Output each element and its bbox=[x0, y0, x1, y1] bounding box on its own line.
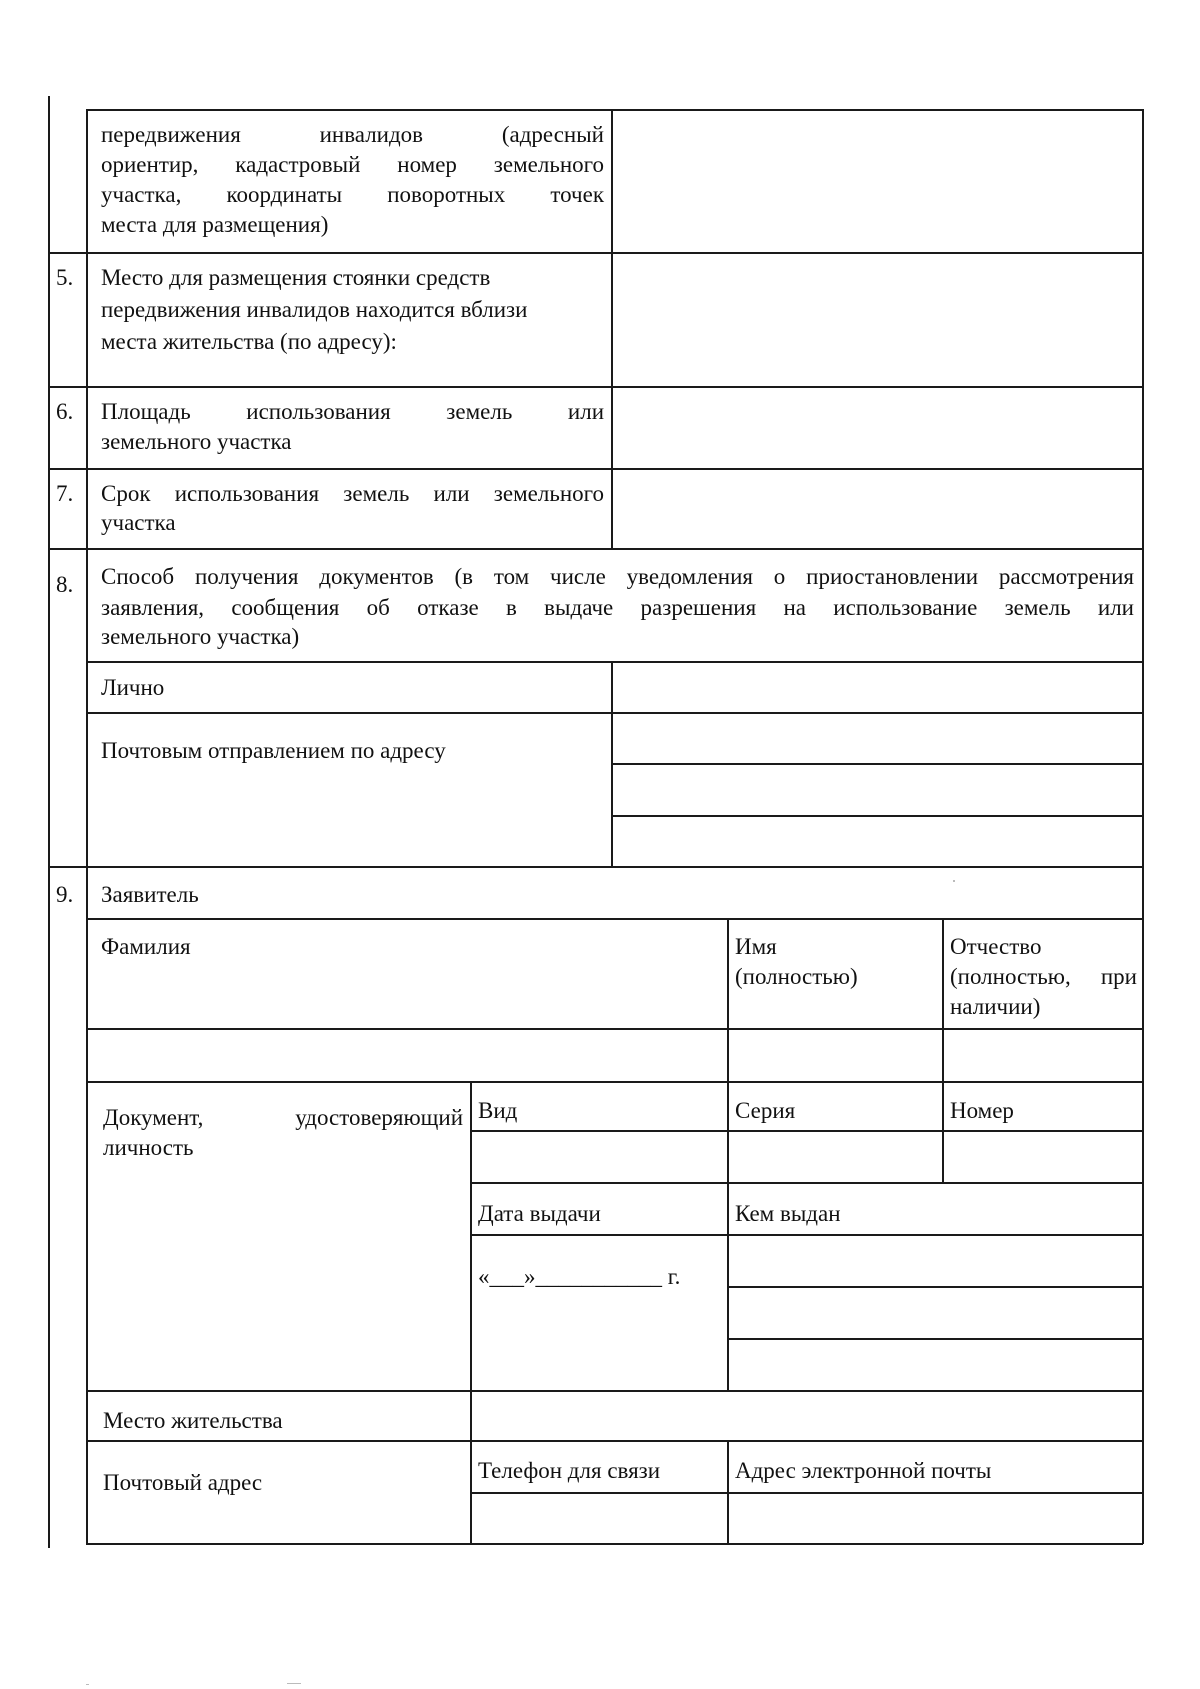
number-column-border bbox=[86, 110, 88, 1544]
residence-bottom bbox=[86, 1440, 1143, 1442]
table-bottom-border bbox=[86, 1543, 1143, 1545]
r4-text-line-2: ориентир, кадастровый номер земельного bbox=[101, 152, 604, 177]
patronymic-column-border bbox=[942, 918, 944, 1182]
left-margin-line bbox=[48, 96, 50, 1548]
r4-text-line-3: участка, координаты поворотных точек bbox=[101, 182, 604, 207]
r4-text-line-1: передвижения инвалидов (адресный bbox=[101, 122, 604, 147]
row-separator-7 bbox=[48, 468, 1143, 470]
row-number-9: 9. bbox=[56, 882, 74, 907]
r7-text-line-2: участка bbox=[101, 510, 176, 535]
issue-date-label: Дата выдачи bbox=[478, 1201, 601, 1226]
r8-option-post: Почтовым отправлением по адресу bbox=[101, 738, 446, 763]
doc-type-label: Вид bbox=[478, 1098, 518, 1123]
r9-applicant-label: Заявитель bbox=[101, 882, 199, 907]
name-label-line-2: (полностью) bbox=[735, 964, 858, 989]
doc-series-label: Серия bbox=[735, 1098, 796, 1123]
r8-option-personal: Лично bbox=[101, 675, 165, 700]
r8-text-line-2: заявления, сообщения об отказе в выдаче разрешения на использование земель или bbox=[101, 595, 1134, 620]
id-doc-label-line-2: личность bbox=[103, 1135, 194, 1160]
doc-number-label: Номер bbox=[950, 1098, 1014, 1123]
issue-header-bottom bbox=[470, 1234, 1143, 1236]
row8-header-bottom bbox=[86, 661, 1143, 663]
scan-speck bbox=[287, 1683, 301, 1684]
issued-by-line-1 bbox=[727, 1286, 1143, 1288]
issue-block-bottom bbox=[86, 1390, 1143, 1392]
row-number-8: 8. bbox=[56, 572, 74, 597]
row-separator-6 bbox=[48, 386, 1143, 388]
row8-post-line-1 bbox=[611, 763, 1143, 765]
patronymic-label-line-1: Отчество bbox=[950, 934, 1042, 959]
r7-text-line-1: Срок использования земель или земельного bbox=[101, 481, 604, 506]
row-separator-5 bbox=[48, 252, 1143, 254]
row-separator-9 bbox=[48, 866, 1143, 868]
scan-speck bbox=[953, 880, 955, 882]
row-number-5: 5. bbox=[56, 265, 74, 290]
doc-values-bottom bbox=[470, 1182, 1143, 1184]
r4-text-line-4: места для размещения) bbox=[101, 212, 329, 237]
contact-header-bottom bbox=[470, 1492, 1143, 1494]
row-separator-8 bbox=[48, 548, 1143, 550]
fio-header-bottom bbox=[86, 1028, 1143, 1030]
name-label-line-1: Имя bbox=[735, 934, 777, 959]
row8-personal-bottom bbox=[86, 712, 1143, 714]
r6-text-line-1: Площадь использования земель или bbox=[101, 399, 604, 424]
phone-label: Телефон для связи bbox=[478, 1458, 661, 1483]
r6-text-line-2: земельного участка bbox=[101, 429, 292, 454]
issued-by-line-2 bbox=[727, 1338, 1143, 1340]
row-number-7: 7. bbox=[56, 481, 74, 506]
id-doc-column-border bbox=[470, 1081, 472, 1544]
fio-values-bottom bbox=[86, 1081, 1143, 1083]
r5-text-line-2: передвижения инвалидов находится вблизи bbox=[101, 297, 528, 322]
email-label: Адрес электронной почты bbox=[735, 1458, 992, 1483]
patronymic-label-line-2: (полностью, при bbox=[950, 964, 1137, 989]
r8-text-line-1: Способ получения документов (в том числе уведомления о приостановлении рассмотрения bbox=[101, 564, 1134, 589]
patronymic-label-line-3: наличии) bbox=[950, 994, 1041, 1019]
name-column-border bbox=[727, 918, 729, 1081]
surname-label: Фамилия bbox=[101, 934, 191, 959]
table-right-border bbox=[1142, 109, 1144, 1544]
row8-post-line-2 bbox=[611, 815, 1143, 817]
r8-text-line-3: земельного участка) bbox=[101, 624, 300, 649]
issued-by-label: Кем выдан bbox=[735, 1201, 841, 1226]
row9-header-bottom bbox=[86, 918, 1143, 920]
value-column-border bbox=[611, 109, 613, 549]
row-number-6: 6. bbox=[56, 399, 74, 424]
r5-text-line-3: места жительства (по адресу): bbox=[101, 329, 397, 354]
id-doc-label-line-1: Документ, удостоверяющий bbox=[103, 1105, 463, 1130]
postal-address-label: Почтовый адрес bbox=[103, 1470, 263, 1495]
issue-date-template: «___»___________ г. bbox=[478, 1264, 681, 1289]
table-top-border bbox=[86, 109, 1143, 111]
scan-speck bbox=[86, 1684, 89, 1685]
doc-header-bottom bbox=[470, 1130, 1143, 1132]
r5-text-line-1: Место для размещения стоянки средств bbox=[101, 265, 491, 290]
residence-label: Место жительства bbox=[103, 1408, 283, 1433]
